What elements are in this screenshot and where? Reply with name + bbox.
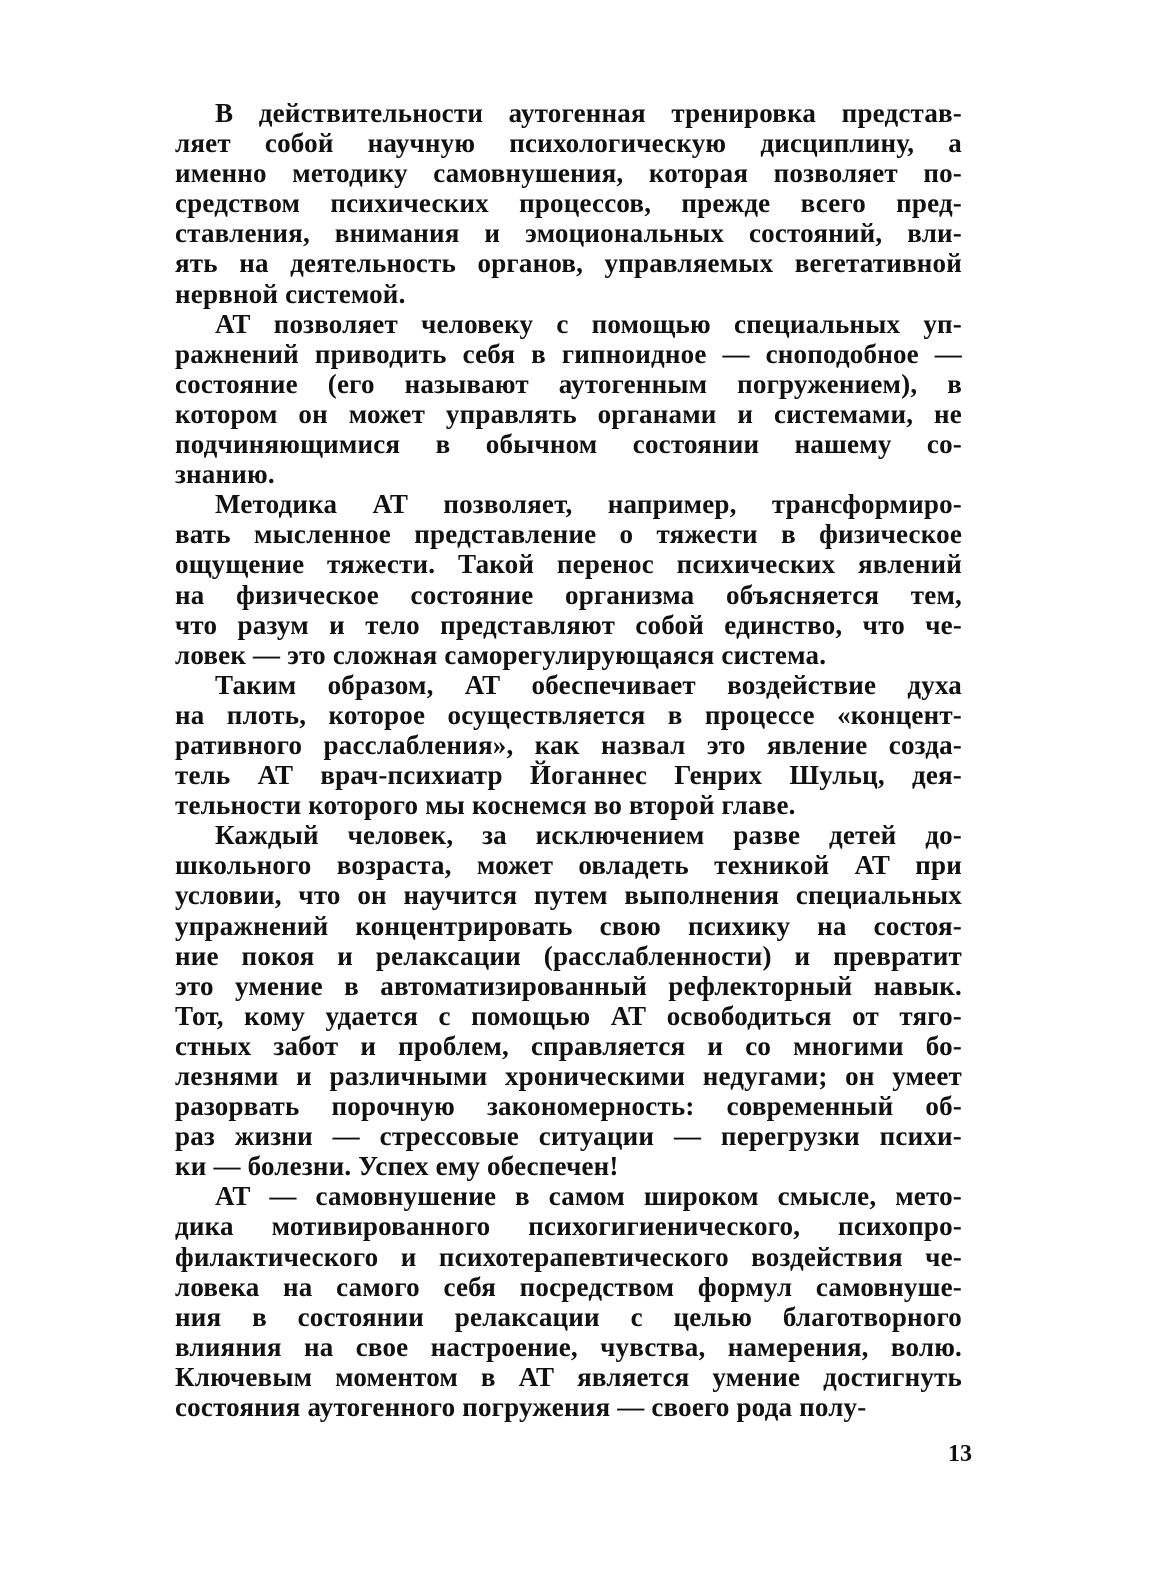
text-line: ния в состоянии релаксации с целью благотворного [175, 1301, 962, 1332]
text-line: ощущение тяжести. Такой перенос психических явлений [175, 549, 962, 580]
text-line: В действительности аутогенная тренировка представ- [215, 98, 962, 128]
text-line: ять на деятельность органов, управляемых вегетативной [175, 248, 962, 279]
text-line: Ключевым моментом в АТ является умение достигнуть [175, 1361, 962, 1392]
text-line: дика мотивированного психогигиенического, психопро- [175, 1211, 962, 1242]
text-line: лезнями и различными хроническими недугами; он умеет [175, 1061, 962, 1091]
text-line: на физическое состояние организма объясняется тем, [175, 579, 962, 610]
text-line: знанию. [175, 459, 275, 490]
text-line: это умение в автоматизированный рефлекторный навык. [175, 970, 962, 1001]
paragraph [175, 820, 962, 1181]
text-line: Каждый человек, за исключением разве детей до- [215, 820, 962, 851]
text-line: разорвать порочную закономерность: современный об- [175, 1091, 962, 1122]
text-line: именно методику самовнушения, которая позволяет по- [175, 158, 962, 189]
text-line: подчиняющимися в обычном состоянии нашему со- [175, 429, 962, 460]
text-line: ловек — это сложная саморегулирующаяся система. [175, 639, 827, 670]
paragraph [175, 1181, 962, 1422]
paragraph [175, 309, 962, 490]
paragraph [175, 489, 962, 670]
body-text [175, 98, 962, 1422]
paragraph [175, 670, 962, 820]
text-line: раз жизни — стрессовые ситуации — перегрузки психи- [175, 1121, 962, 1152]
text-line: на плоть, которое осуществляется в процессе «концент- [175, 699, 962, 730]
text-line: состояние (его называют аутогенным погружением), в [175, 368, 962, 399]
text-line: условии, что он научится путем выполнения специальных [175, 880, 962, 911]
text-line: средством психических процессов, прежде всего пред- [175, 188, 962, 219]
text-line: школьного возраста, может овладеть техникой АТ при [175, 850, 962, 881]
text-line: вать мысленное представление о тяжести в физическое [175, 519, 962, 550]
text-line: тельности которого мы коснемся во второй главе. [175, 790, 796, 821]
text-line: ловека на самого себя посредством формул самовнуше- [175, 1271, 962, 1302]
text-line: ративного расслабления», как назвал это явление созда- [175, 729, 962, 760]
text-line: тель АТ врач-психиатр Йоганнес Генрих Шульц, дея- [175, 760, 962, 791]
text-line: ки — болезни. Успех ему обеспечен! [175, 1151, 619, 1182]
text-line: Тот, кому удается с помощью АТ освободиться от тяго- [175, 1000, 962, 1031]
paragraph [175, 98, 962, 309]
text-line: состояния аутогенного погружения — своего рода полу- [175, 1392, 867, 1423]
text-line: Методика АТ позволяет, например, трансформиро- [215, 489, 962, 520]
text-line: Таким образом, АТ обеспечивает воздействие духа [215, 669, 962, 700]
text-line: упражнений концентрировать свою психику на состоя- [175, 910, 962, 941]
text-line: АТ позволяет человеку с помощью специальных уп- [215, 308, 962, 339]
text-line: ляет собой научную психологическую дисциплину, а [175, 128, 962, 159]
text-line: что разум и тело представляют собой единство, что че- [175, 609, 962, 640]
text-line: ставления, внимания и эмоциональных состояний, вли- [175, 218, 962, 249]
text-line: влияния на свое настроение, чувства, намерения, волю. [175, 1331, 962, 1362]
text-line: котором он может управлять органами и системами, не [175, 398, 962, 429]
text-line: АТ — самовнушение в самом широком смысле, мето- [215, 1181, 962, 1212]
text-line: нервной системой. [175, 278, 406, 309]
text-line: стных забот и проблем, справляется и со многими бо- [175, 1030, 962, 1061]
text-line: ражнений приводить себя в гипноидное — сноподобное — [175, 338, 962, 369]
text-line: филактического и психотерапевтического воздействия че- [175, 1241, 962, 1272]
text-line: ние покоя и релаксации (расслабленности) и превратит [175, 940, 962, 971]
page-number: 13 [948, 1441, 972, 1467]
